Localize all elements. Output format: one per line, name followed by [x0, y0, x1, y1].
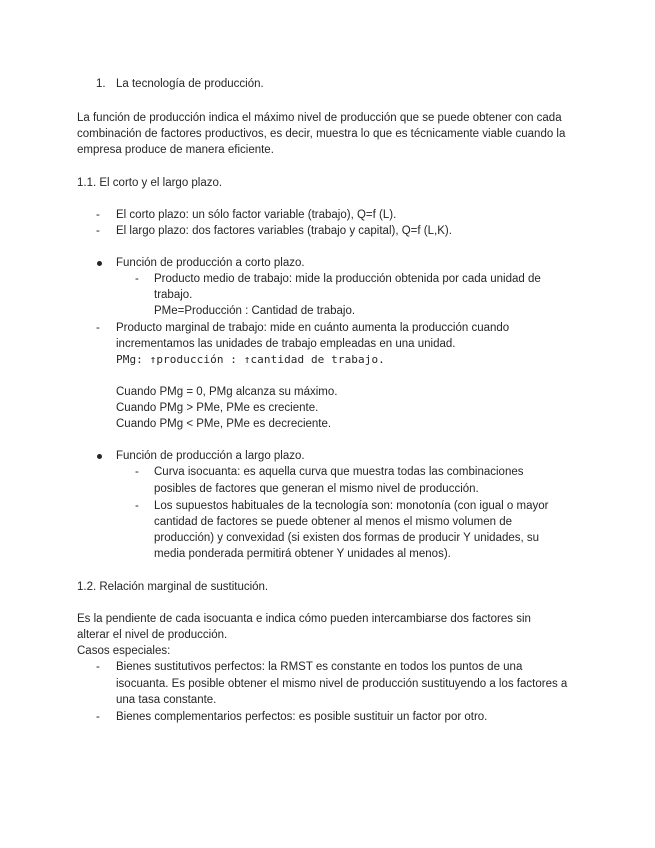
dash-marker: - — [96, 225, 100, 237]
dash-marker: - — [135, 466, 139, 478]
sub-item-line: cantidad de factores se puede obtener al menos el mismo volumen de — [154, 516, 512, 528]
special-case-line: Bienes sustitutivos perfectos: la RMST es constante en todos los puntos de una — [116, 661, 523, 673]
intro-line: empresa produce de manera eficiente. — [77, 144, 274, 156]
cases-label: Casos especiales: — [77, 645, 171, 657]
dash-marker: - — [96, 711, 100, 723]
marginal-line: incrementamos las unidades de trabajo empleadas en una unidad. — [116, 338, 456, 350]
dash-marker: - — [135, 500, 139, 512]
sub-item-line: trabajo. — [154, 289, 193, 301]
sub-item-line: posibles de factores que generan el mismo nivel de producción. — [154, 483, 479, 495]
bullet-text: Función de producción a largo plazo. — [116, 450, 305, 462]
case-line: Cuando PMg < PMe, PMe es decreciente. — [116, 418, 332, 430]
section-1-2-title: 1.2. Relación marginal de sustitución. — [77, 581, 269, 593]
bullet-icon — [97, 454, 102, 459]
case-line: Cuando PMg = 0, PMg alcanza su máximo. — [116, 386, 338, 398]
sub-item-line: producción) y convexidad (si existen dos formas de producir Y unidades, su — [154, 532, 540, 544]
special-case-line: una tasa constante. — [116, 694, 217, 706]
section-1-1-title: 1.1. El corto y el largo plazo. — [77, 177, 223, 189]
case-line: Cuando PMg > PMe, PMe es creciente. — [116, 402, 319, 414]
special-case-line: isocuanta. Es posible obtener el mismo nivel de producción sustituyendo a los factores a — [116, 678, 568, 690]
dash-marker: - — [135, 273, 139, 285]
sub-item-line: media ponderada permitirá obtener Y unidades al menos). — [154, 548, 451, 560]
heading-number: 1. — [96, 78, 106, 90]
para-line: alterar el nivel de producción. — [77, 629, 228, 641]
dash-marker: - — [96, 661, 100, 673]
marginal-line: Producto marginal de trabajo: mide en cuánto aumenta la producción cuando — [116, 322, 510, 334]
list-item: El corto plazo: un sólo factor variable (trabajo), Q=f (L). — [116, 209, 397, 221]
bullet-text: Función de producción a corto plazo. — [116, 257, 305, 269]
intro-line: La función de producción indica el máximo nivel de producción que se puede obtener con cada — [77, 112, 562, 124]
bullet-icon — [97, 261, 102, 266]
marginal-formula: PMg: ↑producción : ↑cantidad de trabajo. — [116, 353, 385, 366]
heading-title: La tecnología de producción. — [116, 78, 264, 90]
list-item: El largo plazo: dos factores variables (trabajo y capital), Q=f (L,K). — [116, 225, 452, 237]
sub-item-line: PMe=Producción : Cantidad de trabajo. — [154, 305, 356, 317]
para-line: Es la pendiente de cada isocuanta e indica cómo pueden intercambiarse dos factores sin — [77, 613, 531, 625]
intro-line: combinación de factores productivos, es decir, muestra lo que es técnicamente viable cuando la — [77, 128, 566, 140]
sub-item-line: Curva isocuanta: es aquella curva que muestra todas las combinaciones — [154, 466, 524, 478]
dash-marker: - — [96, 322, 100, 334]
dash-marker: - — [96, 209, 100, 221]
special-case-line: Bienes complementarios perfectos: es posible sustituir un factor por otro. — [116, 711, 488, 723]
sub-item-line: Producto medio de trabajo: mide la producción obtenida por cada unidad de — [154, 273, 541, 285]
sub-item-line: Los supuestos habituales de la tecnología son: monotonía (con igual o mayor — [154, 500, 549, 512]
